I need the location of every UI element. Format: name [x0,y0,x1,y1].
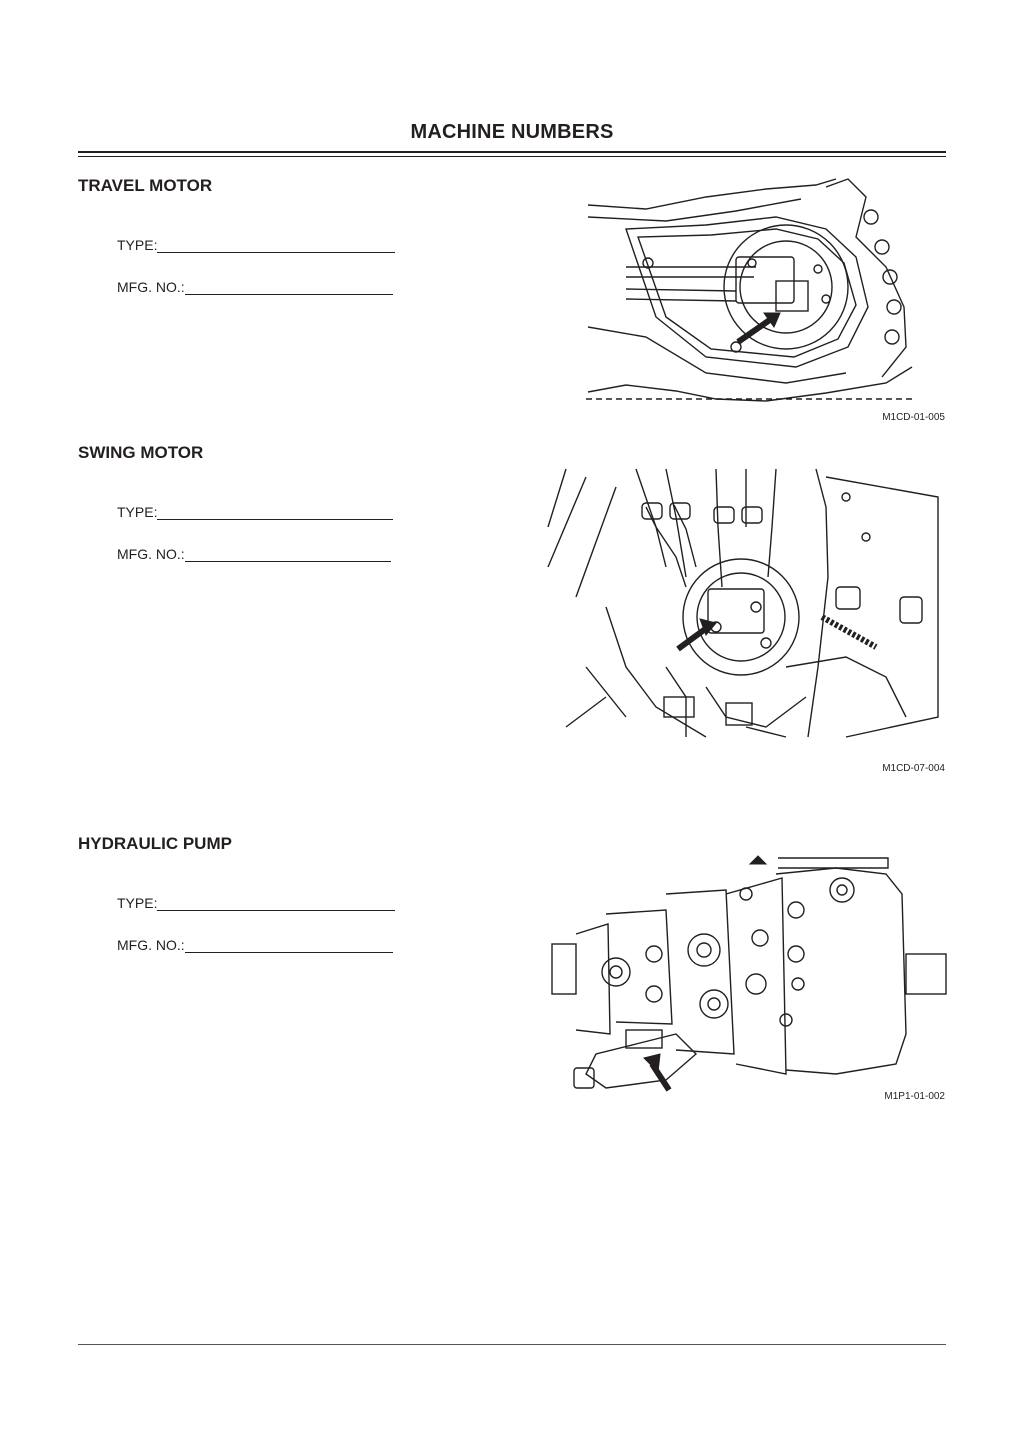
type-field-hydraulic-pump[interactable] [117,895,395,911]
mfg-field-swing-motor[interactable] [117,546,391,562]
swing-motor-illustration [546,467,942,747]
mfg-label: MFG. NO.: [117,279,185,295]
travel-motor-illustration [586,177,914,413]
type-label: TYPE: [117,504,158,520]
mfg-blank-line[interactable] [185,547,391,562]
title-rule-thin [78,156,946,157]
type-blank-line[interactable] [157,238,395,253]
mfg-blank-line[interactable] [185,938,393,953]
title-rule-thick [78,151,946,153]
mfg-field-travel-motor[interactable] [117,279,393,295]
figure-caption-hydraulic-pump: M1P1-01-002 [884,1091,945,1102]
type-blank-line[interactable] [157,896,395,911]
type-field-travel-motor[interactable] [117,237,395,253]
section-heading-travel-motor: TRAVEL MOTOR [78,176,213,195]
figure-caption-travel-motor: M1CD-01-005 [882,412,945,423]
type-field-swing-motor[interactable] [117,504,393,520]
mfg-field-hydraulic-pump[interactable] [117,937,393,953]
hydraulic-pump-illustration [546,854,948,1094]
mfg-blank-line[interactable] [185,280,393,295]
figure-caption-swing-motor: M1CD-07-004 [882,763,945,774]
type-label: TYPE: [117,895,158,911]
mfg-label: MFG. NO.: [117,546,185,562]
mfg-label: MFG. NO.: [117,937,185,953]
footer-rule [78,1344,946,1345]
section-heading-hydraulic-pump: HYDRAULIC PUMP [78,834,232,853]
page-title: MACHINE NUMBERS [410,121,614,143]
section-heading-swing-motor: SWING MOTOR [78,443,204,462]
type-label: TYPE: [117,237,158,253]
type-blank-line[interactable] [157,505,393,520]
